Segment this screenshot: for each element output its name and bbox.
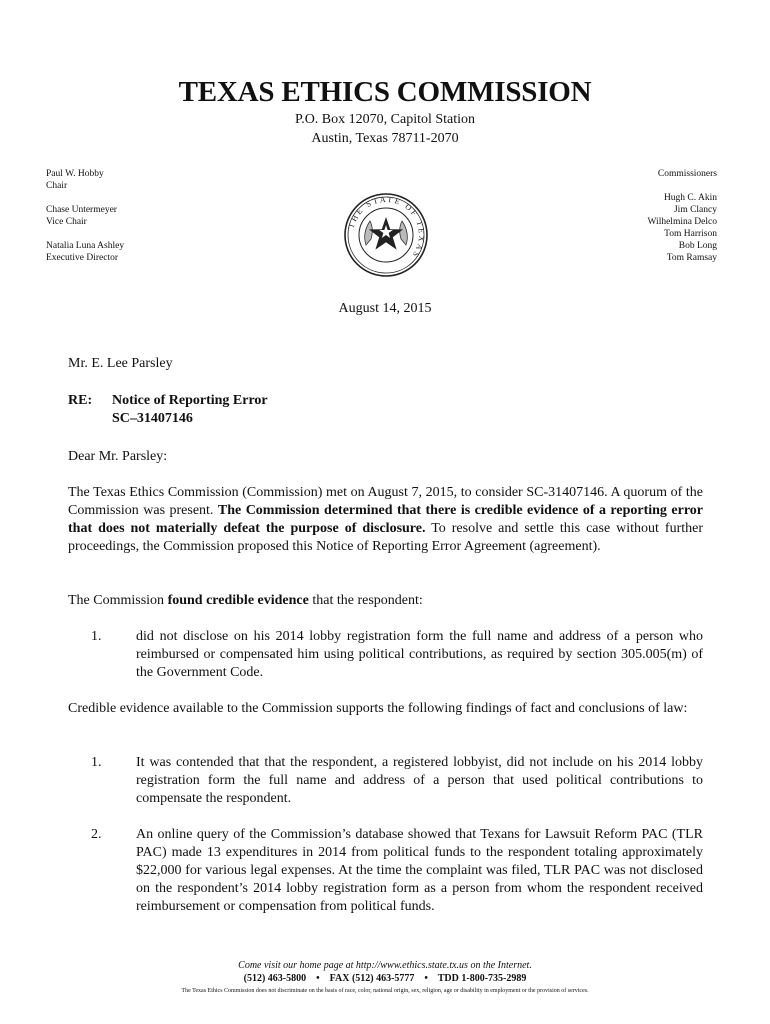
staff-block: [46, 168, 124, 264]
footer-phones: (512) 463-5800 • FAX (512) 463-5777 • TDD 1-800-735-2989: [243, 973, 527, 984]
list-item-text: It was contended that that the respondent, a registered lobbyist, did not include on his 2014 lobby registration form the full name and address of a person that used political contributions to compensate the respondent.: [136, 755, 703, 806]
commissioner-name: Bob Long: [678, 241, 717, 251]
determination-statement: The Commission determined that there is credible evidence of a reporting error that does not materially defeat the purpose of disclosure.: [68, 503, 703, 536]
commissioners-block: [647, 168, 717, 264]
address-line-1: P.O. Box 12070, Capitol Station: [294, 112, 476, 127]
staff-name: Natalia Luna Ashley: [46, 241, 125, 251]
commissioner-name: Wilhelmina Delco: [647, 217, 717, 227]
footer-disclaimer: The Texas Ethics Commission does not discriminate on the basis of race, color, national origin, sex, religion, age or disability in employment or the provision of services.: [181, 988, 589, 994]
list-item-number: 1.: [91, 629, 102, 644]
paragraph-text: The Texas Ethics Commission (Commission) met on August 7, 2015, to consider SC-31407146. A quorum of the Commission was present.: [68, 485, 703, 518]
commissioner-name: Hugh C. Akin: [663, 193, 717, 203]
finding-emphasis: found credible evidence: [167, 593, 309, 608]
paragraph-findings-intro: [68, 592, 703, 610]
state-seal-icon: [344, 193, 428, 277]
letter-date: August 14, 2015: [338, 301, 432, 316]
list-item-text: did not disclose on his 2014 lobby registration form the full name and address of a person who reimbursed or compensated him using political contributions, as required by section 305.005(m) of the Government Code.: [136, 629, 703, 680]
staff-role: Vice Chair: [46, 217, 87, 227]
salutation: Dear Mr. Parsley:: [68, 449, 168, 464]
paragraph-determination: [68, 484, 703, 556]
list-item-text: An online query of the Commission’s database showed that Texans for Lawsuit Reform PAC (TLR PAC) made 13 expenditures in 2014 from political funds to the respondent totaling approximately $22,000 for various legal expenses. At the time the complaint was filed, TLR PAC was not disclosed on the respondent’s 2014 lobby registration form as a person from whom the respondent received reimbursement or compensation from political funds.: [136, 827, 703, 914]
paragraph-evidence: Credible evidence available to the Commission supports the following findings of fact and conclusions of law:: [68, 701, 688, 716]
staff-role: Chair: [46, 181, 68, 191]
re-subject: Notice of Reporting Error: [112, 393, 268, 408]
paragraph-text: that the respondent:: [308, 593, 423, 608]
list-item-number: 2.: [91, 827, 102, 842]
commissioner-name: Jim Clancy: [673, 205, 717, 215]
org-title: TEXAS ETHICS COMMISSION: [178, 76, 592, 108]
commissioners-heading: Commissioners: [657, 169, 717, 179]
staff-role: Executive Director: [46, 253, 119, 263]
list-item-number: 1.: [91, 755, 102, 770]
commissioner-name: Tom Harrison: [664, 229, 717, 239]
commissioner-name: Tom Ramsay: [666, 253, 717, 263]
footer-website: Come visit our home page at http://www.ethics.state.tx.us on the Internet.: [238, 960, 532, 971]
staff-name: Chase Untermeyer: [46, 205, 117, 215]
staff-name: Paul W. Hobby: [46, 169, 104, 179]
address-line-2: Austin, Texas 78711-2070: [311, 131, 459, 146]
paragraph-text: The Commission: [68, 593, 168, 608]
seal-text: THE STATE OF TEXAS: [346, 194, 427, 261]
re-case-number: SC–31407146: [112, 411, 193, 426]
paragraph-text: To resolve and settle this case without further proceedings, the Commission proposed this Notice of Reporting Error Agreement (agreement).: [68, 521, 703, 554]
recipient: Mr. E. Lee Parsley: [68, 356, 173, 371]
re-label: RE:: [68, 393, 93, 408]
